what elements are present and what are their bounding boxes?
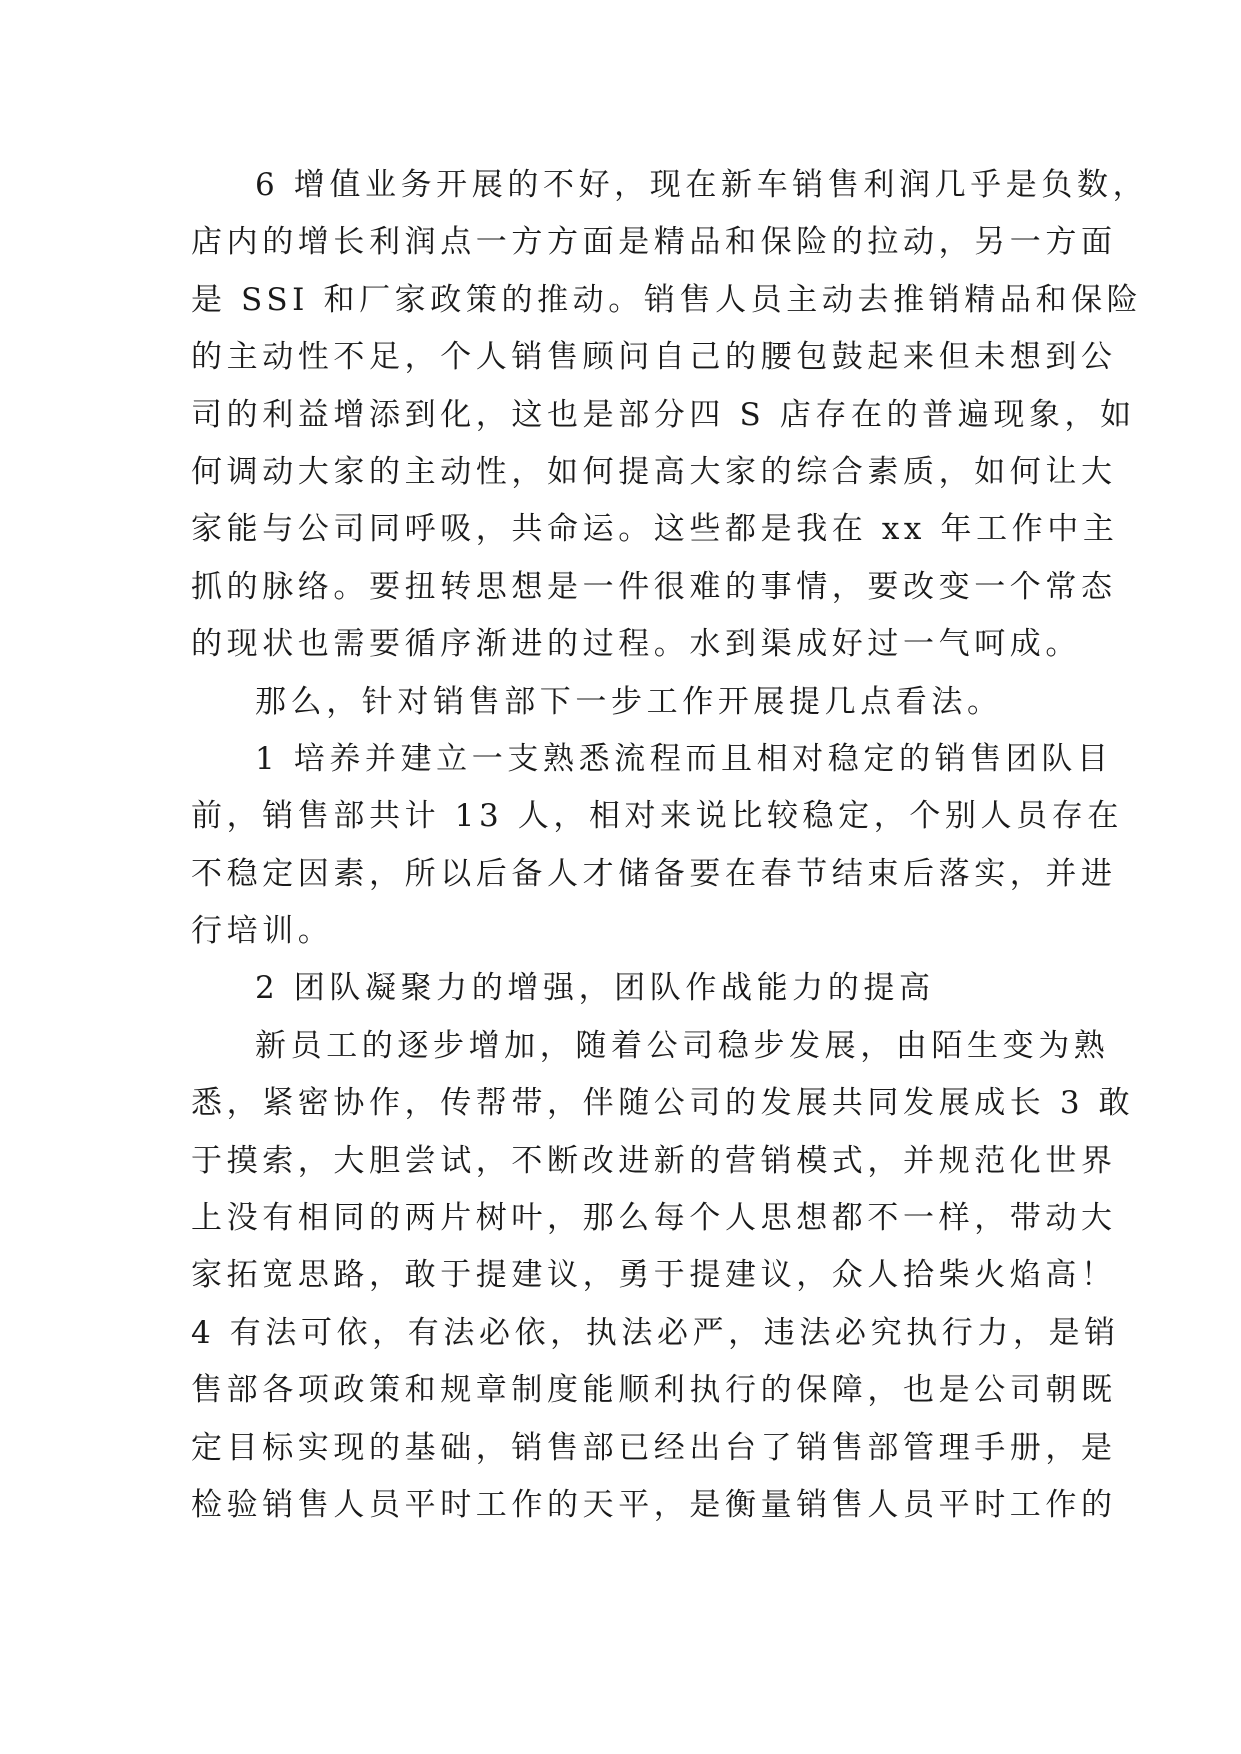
text-line: 司的利益增添到化，这也是部分四 S 店存在的普遍现象，如 bbox=[191, 396, 1136, 433]
text-line: 是 SSI 和厂家政策的推动。销售人员主动去推销精品和保险 bbox=[191, 281, 1143, 318]
text-line: 上没有相同的两片树叶，那么每个人思想都不一样，带动大 bbox=[191, 1200, 1117, 1237]
text-line: 家能与公司同呼吸，共命运。这些都是我在 xx 年工作中主 bbox=[191, 511, 1119, 548]
text-line: 4 有法可依，有法必依，执法必严，违法必究执行力，是销 bbox=[191, 1314, 1120, 1351]
text-line: 的主动性不足，个人销售顾问自己的腰包鼓起来但未想到公 bbox=[191, 339, 1117, 376]
text-line: 前，销售部共计 13 人，相对来说比较稳定，个别人员存在 bbox=[191, 798, 1123, 835]
text-line: 不稳定因素，所以后备人才储备要在春节结束后落实，并进 bbox=[191, 855, 1117, 892]
text-line: 1 培养并建立一支熟悉流程而且相对稳定的销售团队目 bbox=[255, 740, 1113, 777]
text-line: 行培训。 bbox=[191, 913, 334, 950]
text-line: 于摸索，大胆尝试，不断改进新的营销模式，并规范化世界 bbox=[191, 1142, 1117, 1179]
text-line: 抓的脉络。要扭转思想是一件很难的事情，要改变一个常态 bbox=[191, 568, 1117, 605]
text-line: 何调动大家的主动性，如何提高大家的综合素质，如何让大 bbox=[191, 453, 1117, 490]
body-text bbox=[191, 157, 1149, 1534]
text-line: 悉，紧密协作，传帮带，伴随公司的发展共同发展成长 3 敢 bbox=[191, 1085, 1135, 1122]
text-line: 那么，针对销售部下一步工作开展提几点看法。 bbox=[255, 683, 1003, 720]
text-line: 检验销售人员平时工作的天平，是衡量销售人员平时工作的 bbox=[191, 1486, 1117, 1523]
text-line: 店内的增长利润点一方方面是精品和保险的拉动，另一方面 bbox=[191, 224, 1117, 261]
text-line: 定目标实现的基础，销售部已经出台了销售部管理手册，是 bbox=[191, 1429, 1117, 1466]
text-line: 家拓宽思路，敢于提建议，勇于提建议，众人拾柴火焰高！ bbox=[191, 1257, 1117, 1294]
text-line: 的现状也需要循序渐进的过程。水到渠成好过一气呵成。 bbox=[191, 626, 1081, 663]
text-line: 新员工的逐步增加，随着公司稳步发展，由陌生变为熟 bbox=[255, 1027, 1110, 1064]
text-line: 2 团队凝聚力的增强，团队作战能力的提高 bbox=[255, 970, 935, 1007]
text-line: 6 增值业务开展的不好，现在新车销售利润几乎是负数， bbox=[255, 167, 1149, 203]
text-line: 售部各项政策和规章制度能顺利执行的保障，也是公司朝既 bbox=[191, 1372, 1117, 1409]
